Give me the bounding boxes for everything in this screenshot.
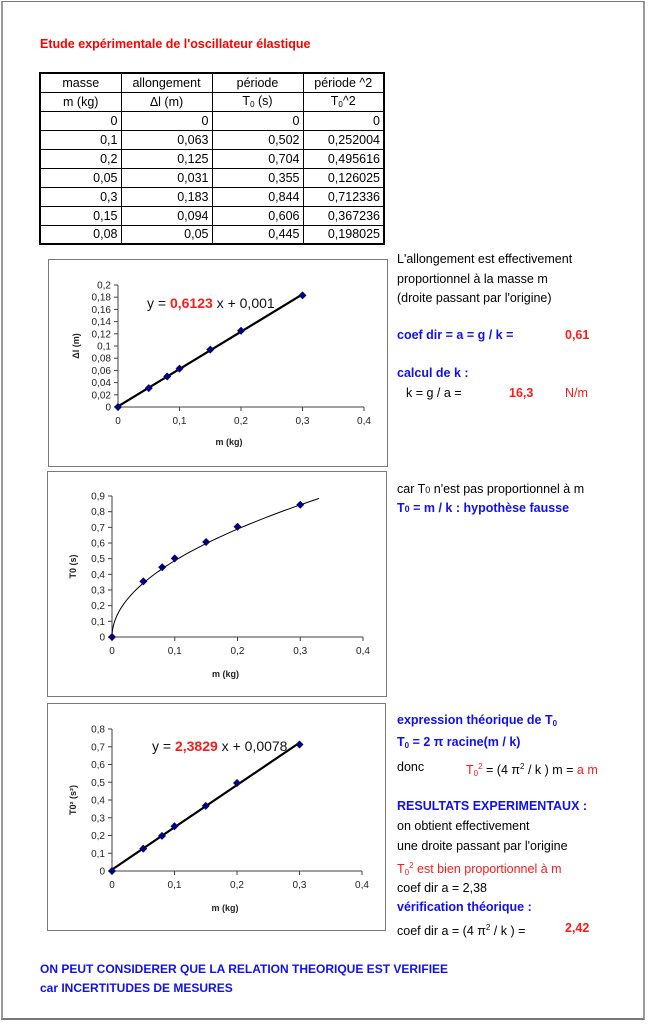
y-tick-label: 0,08 bbox=[91, 353, 111, 365]
table-cell: 0,1 bbox=[40, 130, 121, 149]
table-cell: 0,125 bbox=[121, 149, 212, 168]
y-tick-label: 0,8 bbox=[91, 724, 105, 736]
x-tick-label: 0 bbox=[109, 880, 115, 891]
trendline bbox=[112, 498, 319, 637]
data-point bbox=[296, 741, 304, 749]
coef-dir-theoretical: coef dir a = (4 $\pi^2$ / k ) = bbox=[397, 923, 526, 938]
x-tick-label: 0 bbox=[115, 416, 121, 427]
k-unit: N/m bbox=[565, 386, 588, 400]
x-tick-label: 0 bbox=[109, 646, 115, 657]
y-tick-label: 0,18 bbox=[91, 292, 111, 304]
x-axis-label: m (kg) bbox=[215, 437, 243, 447]
unit-mass: m (kg) bbox=[40, 92, 121, 111]
x-tick-label: 0,1 bbox=[167, 880, 182, 891]
data-point bbox=[108, 633, 116, 641]
chart-period-squared-svg bbox=[48, 704, 385, 930]
table-cell: 0,05 bbox=[121, 225, 212, 244]
table-cell: 0 bbox=[121, 111, 212, 130]
table-cell: 0,094 bbox=[121, 206, 212, 225]
data-point bbox=[299, 291, 307, 299]
table-cell: 0,15 bbox=[40, 206, 121, 225]
table-row bbox=[40, 225, 384, 244]
table-cell: 0,3 bbox=[40, 187, 121, 206]
y-tick-label: 0,2 bbox=[91, 831, 105, 842]
note-proportional-3: (droite passant par l'origine) bbox=[397, 291, 552, 305]
coef-dir-label: coef dir = a = g / k = bbox=[397, 328, 514, 342]
chart-elongation-svg bbox=[49, 260, 387, 466]
y-tick-label: 0,06 bbox=[91, 365, 111, 377]
table-cell: 0,2 bbox=[40, 149, 121, 168]
y-tick-label: 0,3 bbox=[91, 585, 105, 597]
theory-equation: $T_0^2 = (4$ $\pi^2$ / k ) m = a m bbox=[466, 762, 598, 778]
x-tick-label: 0,2 bbox=[230, 880, 244, 891]
y-axis-label: T0² (s²) bbox=[68, 785, 78, 815]
coef-dir-experimental: coef dir a = 2,38 bbox=[397, 881, 487, 895]
data-point bbox=[158, 563, 166, 571]
table-cell: 0,031 bbox=[121, 168, 212, 187]
table-row bbox=[40, 206, 384, 225]
y-tick-label: 0,6 bbox=[91, 538, 105, 550]
trendline-equation bbox=[147, 295, 275, 311]
data-point bbox=[171, 554, 179, 562]
y-tick-label: 0 bbox=[105, 402, 111, 414]
chart-period-svg bbox=[48, 472, 386, 696]
table-cell: 0,844 bbox=[212, 187, 303, 206]
header-allongement: allongement bbox=[121, 73, 212, 92]
y-tick-label: 0,5 bbox=[91, 777, 105, 789]
note-proportional-2: proportionnel à la masse m bbox=[397, 272, 548, 286]
table-cell: 0,126025 bbox=[303, 168, 384, 187]
x-tick-label: 0,4 bbox=[357, 416, 371, 427]
data-point bbox=[234, 523, 242, 531]
x-tick-label: 0,1 bbox=[172, 416, 187, 427]
unit-period-squared: $T_0\^{}2$ bbox=[303, 92, 384, 111]
chart-period-squared-vs-mass bbox=[47, 703, 386, 931]
coef-dir-value: 0,61 bbox=[565, 328, 590, 342]
theory-formula: $T_0 = 2$ π racine(m / k) bbox=[397, 735, 521, 750]
results-label: RESULTATS EXPERIMENTAUX : bbox=[397, 799, 588, 813]
table-cell: 0,08 bbox=[40, 225, 121, 244]
table-cell: 0,05 bbox=[40, 168, 121, 187]
y-tick-label: 0,3 bbox=[91, 813, 105, 825]
table-row bbox=[40, 149, 384, 168]
table-cell: 0,183 bbox=[121, 187, 212, 206]
table-header-row bbox=[40, 73, 384, 92]
data-point bbox=[139, 577, 147, 585]
table-cell: 0,704 bbox=[212, 149, 303, 168]
y-tick-label: 0,12 bbox=[91, 329, 111, 341]
trendline-equation bbox=[152, 738, 288, 754]
x-tick-label: 0,3 bbox=[292, 880, 307, 891]
table-row bbox=[40, 130, 384, 149]
unit-elongation: Δl (m) bbox=[121, 92, 212, 111]
k-formula: k = g / a = bbox=[406, 386, 462, 400]
y-tick-label: 0,14 bbox=[91, 317, 111, 329]
note-not-proportional: car T0 n'est pas proportionnel à m bbox=[397, 482, 585, 496]
y-tick-label: 0,5 bbox=[91, 554, 105, 566]
x-tick-label: 0,3 bbox=[293, 646, 308, 657]
table-cell: 0,502 bbox=[212, 130, 303, 149]
table-cell: 0,252004 bbox=[303, 130, 384, 149]
table-cell: 0,712336 bbox=[303, 187, 384, 206]
unit-period: $T_0$ (s) bbox=[212, 92, 303, 111]
x-tick-label: 0,1 bbox=[167, 646, 182, 657]
x-tick-label: 0,2 bbox=[234, 416, 248, 427]
table-cell: 0,367236 bbox=[303, 206, 384, 225]
y-tick-label: 0,2 bbox=[97, 280, 111, 292]
data-point bbox=[296, 501, 304, 509]
table-cell: 0,063 bbox=[121, 130, 212, 149]
y-tick-label: 0,02 bbox=[91, 390, 111, 402]
x-tick-label: 0,4 bbox=[355, 880, 369, 891]
x-tick-label: 0,2 bbox=[230, 646, 245, 657]
results-line-1: on obtient effectivement bbox=[397, 819, 530, 833]
table-row bbox=[40, 187, 384, 206]
table-cell: 0,198025 bbox=[303, 225, 384, 244]
k-value: 16,3 bbox=[509, 386, 534, 400]
note-proportional-1: L'allongement est effectivement bbox=[397, 252, 573, 266]
table-cell: 0 bbox=[40, 111, 121, 130]
donc-label: donc bbox=[397, 760, 425, 774]
x-axis-label: m (kg) bbox=[211, 903, 239, 913]
y-tick-label: 0,7 bbox=[91, 522, 105, 534]
equation-slope: 2,3829 bbox=[174, 738, 218, 754]
y-tick-label: 0,16 bbox=[91, 304, 111, 316]
y-axis-label: T0 (s) bbox=[68, 554, 78, 579]
y-tick-label: 0,4 bbox=[91, 569, 105, 581]
equation-suffix: x + 0,0078 bbox=[217, 738, 288, 754]
equation-slope: 0,6123 bbox=[169, 295, 213, 311]
table-cell: 0 bbox=[303, 111, 384, 130]
table-cell: 0,445 bbox=[212, 225, 303, 244]
x-tick-label: 0,3 bbox=[295, 416, 310, 427]
table-cell: 0,355 bbox=[212, 168, 303, 187]
calcul-k-label: calcul de k : bbox=[397, 366, 469, 380]
y-tick-label: 0,04 bbox=[91, 378, 111, 390]
y-axis-label: Δl (m) bbox=[71, 333, 81, 359]
y-tick-label: 0,1 bbox=[97, 341, 111, 353]
results-proportional: $T_0^2$ est bien proportionnel à m bbox=[397, 861, 562, 877]
table-units-row bbox=[40, 92, 384, 111]
chart-period-vs-mass bbox=[47, 471, 387, 697]
y-tick-label: 0,1 bbox=[91, 616, 105, 628]
page-title: Etude expérimentale de l'oscillateur élastique bbox=[40, 37, 311, 51]
y-tick-label: 0,6 bbox=[91, 760, 105, 771]
y-tick-label: 0,9 bbox=[91, 491, 105, 503]
table-row bbox=[40, 111, 384, 130]
table-cell: 0 bbox=[212, 111, 303, 130]
equation-prefix: y = bbox=[147, 295, 170, 311]
x-axis-label: m (kg) bbox=[212, 669, 239, 679]
table-cell: 0,495616 bbox=[303, 149, 384, 168]
equation-prefix: y = bbox=[152, 738, 175, 754]
y-tick-label: 0 bbox=[99, 632, 105, 644]
y-tick-label: 0,4 bbox=[91, 795, 105, 807]
coef-dir-theoretical-value: 2,42 bbox=[565, 921, 590, 935]
conclusion-line-1: ON PEUT CONSIDERER QUE LA RELATION THEORIQUE EST VERIFIEE bbox=[40, 962, 449, 976]
data-table bbox=[39, 72, 385, 245]
header-masse: masse bbox=[40, 73, 121, 92]
y-tick-label: 0,8 bbox=[91, 507, 105, 519]
x-tick-label: 0,4 bbox=[356, 646, 370, 657]
header-periode-carre: période ^2 bbox=[303, 73, 384, 92]
theory-expression-label: expression théorique de $T_0$ bbox=[397, 713, 558, 728]
results-line-2: une droite passant par l'origine bbox=[397, 839, 568, 853]
y-tick-label: 0,1 bbox=[91, 848, 105, 860]
y-tick-label: 0,2 bbox=[91, 601, 105, 613]
equation-suffix: x + 0,001 bbox=[212, 295, 275, 311]
conclusion-line-2: car INCERTITUDES DE MESURES bbox=[40, 981, 233, 995]
table-row bbox=[40, 168, 384, 187]
y-tick-label: 0,7 bbox=[91, 742, 105, 754]
y-tick-label: 0 bbox=[99, 866, 105, 878]
chart-elongation-vs-mass bbox=[48, 259, 388, 467]
verification-label: vérification théorique : bbox=[397, 900, 532, 914]
header-periode: période bbox=[212, 73, 303, 92]
note-hypothesis-false: T0 = m / k : hypothèse fausse bbox=[397, 501, 570, 515]
table-cell: 0,606 bbox=[212, 206, 303, 225]
